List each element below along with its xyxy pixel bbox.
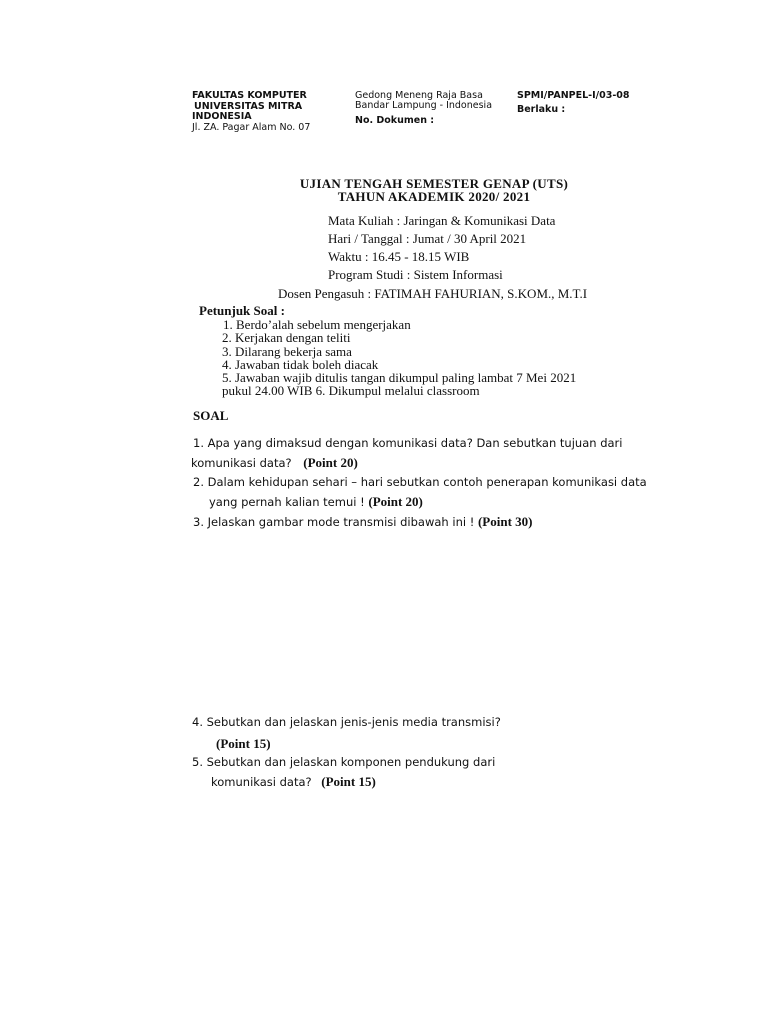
- question-3-points: (Point 30): [477, 514, 533, 529]
- address-city: Bandar Lampung - Indonesia: [355, 100, 493, 111]
- question-1-points: (Point 20): [303, 455, 358, 470]
- question-1-text: komunikasi data?: [191, 456, 292, 470]
- university-name: UNIVERSITAS MITRA: [194, 101, 303, 112]
- instruction-item: 4. Jawaban tidak boleh diacak: [222, 357, 379, 372]
- question-3-text: 3. Jelaskan gambar mode transmisi dibawah ini !: [193, 515, 475, 529]
- document-number-label: No. Dokumen :: [355, 115, 435, 126]
- question-3: [193, 515, 533, 529]
- instruction-item: 1. Berdo’alah sebelum mengerjakan: [223, 317, 411, 332]
- question-2-points: (Point 20): [368, 494, 423, 509]
- instructions-heading: Petunjuk Soal :: [199, 303, 285, 318]
- question-5-text: komunikasi data?: [211, 775, 312, 789]
- question-2-text: yang pernah kalian temui !: [209, 495, 365, 509]
- question-2: 2. Dalam kehidupan sehari – hari sebutkan contoh penerapan komunikasi data: [193, 475, 647, 489]
- instruction-item: pukul 24.00 WIB 6. Dikumpul melalui classroom: [222, 383, 480, 398]
- faculty-name: FAKULTAS KOMPUTER: [192, 90, 307, 101]
- question-5: 5. Sebutkan dan jelaskan komponen pendukung dari: [192, 755, 496, 769]
- question-2-cont: [209, 495, 423, 509]
- question-5-points: (Point 15): [321, 774, 376, 789]
- questions-heading: SOAL: [193, 408, 229, 423]
- instruction-item: 2. Kerjakan dengan teliti: [222, 330, 351, 345]
- instruction-item: 3. Dilarang bekerja sama: [222, 344, 352, 359]
- question-4: 4. Sebutkan dan jelaskan jenis-jenis media transmisi?: [192, 715, 501, 729]
- question-5-cont: [211, 775, 376, 789]
- document-code: SPMI/PANPEL-I/03-08: [517, 90, 630, 101]
- exam-title: UJIAN TENGAH SEMESTER GENAP (UTS): [299, 176, 569, 191]
- time-info: Waktu : 16.45 - 18.15 WIB: [328, 249, 470, 264]
- program-info: Program Studi : Sistem Informasi: [328, 267, 503, 282]
- address-street: Jl. ZA. Pagar Alam No. 07: [192, 122, 311, 133]
- question-1-cont: [191, 456, 358, 470]
- university-country: INDONESIA: [192, 111, 252, 122]
- instruction-item: 5. Jawaban wajib ditulis tangan dikumpul paling lambat 7 Mei 2021: [222, 370, 577, 385]
- lecturer-info: Dosen Pengasuh : FATIMAH FAHURIAN, S.KOM., M.T.I: [278, 286, 588, 301]
- question-1: 1. Apa yang dimaksud dengan komunikasi data? Dan sebutkan tujuan dari: [193, 436, 623, 450]
- address-building: Gedong Meneng Raja Basa: [355, 90, 483, 101]
- date-info: Hari / Tanggal : Jumat / 30 April 2021: [328, 231, 527, 246]
- question-4-points: (Point 15): [216, 736, 271, 751]
- course-info: Mata Kuliah : Jaringan & Komunikasi Data: [328, 213, 556, 228]
- academic-year: TAHUN AKADEMIK 2020/ 2021: [337, 189, 531, 204]
- valid-label: Berlaku :: [517, 104, 566, 115]
